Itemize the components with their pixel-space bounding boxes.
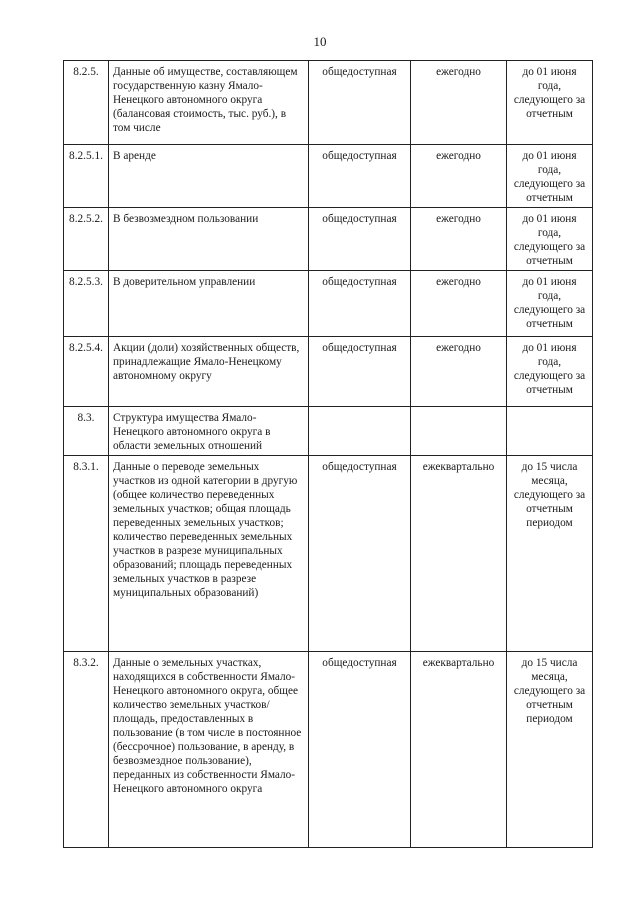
row-number: 8.3.1. bbox=[64, 456, 109, 652]
row-term: до 01 июня года, следующего за отчетным bbox=[507, 61, 593, 145]
row-period: ежегодно bbox=[411, 337, 507, 407]
page-number: 10 bbox=[313, 34, 327, 49]
row-name: В доверительном управлении bbox=[109, 271, 309, 337]
row-number: 8.3. bbox=[64, 407, 109, 456]
row-term: до 01 июня года, следующего за отчетным bbox=[507, 208, 593, 271]
table-row bbox=[64, 337, 593, 407]
table-row bbox=[64, 652, 593, 848]
row-term: до 01 июня года, следующего за отчетным bbox=[507, 337, 593, 407]
table-row bbox=[64, 407, 593, 456]
row-access: общедоступная bbox=[309, 456, 411, 652]
row-number: 8.2.5.3. bbox=[64, 271, 109, 337]
row-access bbox=[309, 407, 411, 456]
table-row bbox=[64, 61, 593, 145]
row-name: Данные о переводе земельных участков из одной категории в другую (общее количество переведенных земельных участков; общая площадь переведенных земельных участков; количество переведенных земельных участков в разрезе муниципальных образований; площадь переведенных земельных участков в разрезе муниципальных образований) bbox=[109, 456, 309, 652]
row-term: до 01 июня года, следующего за отчетным bbox=[507, 271, 593, 337]
row-period bbox=[411, 407, 507, 456]
row-period: ежегодно bbox=[411, 208, 507, 271]
row-name: В аренде bbox=[109, 145, 309, 208]
table-row bbox=[64, 271, 593, 337]
row-name: Данные об имуществе, составляющем государственную казну Ямало-Ненецкого автономного округа (балансовая стоимость, тыс. руб.), в том числе bbox=[109, 61, 309, 145]
row-term: до 15 числа месяца, следующего за отчетным периодом bbox=[507, 456, 593, 652]
row-number: 8.2.5.1. bbox=[64, 145, 109, 208]
data-table bbox=[63, 60, 593, 848]
row-name: Данные о земельных участках, находящихся в собственности Ямало-Ненецкого автономного округа, общее количество земельных участков/площадь, предоставленных в пользование (в том числе в постоянное (бессрочное) пользование, в аренду, в безвозмездное пользование), переданных из собственности Ямало-Ненецкого автономного округа bbox=[109, 652, 309, 848]
row-number: 8.2.5. bbox=[64, 61, 109, 145]
row-number: 8.2.5.4. bbox=[64, 337, 109, 407]
row-period: ежегодно bbox=[411, 145, 507, 208]
row-access: общедоступная bbox=[309, 271, 411, 337]
table-row bbox=[64, 208, 593, 271]
row-period: ежеквартально bbox=[411, 652, 507, 848]
row-number: 8.3.2. bbox=[64, 652, 109, 848]
row-access: общедоступная bbox=[309, 337, 411, 407]
row-name: В безвозмездном пользовании bbox=[109, 208, 309, 271]
row-access: общедоступная bbox=[309, 208, 411, 271]
row-name: Акции (доли) хозяйственных обществ, принадлежащие Ямало-Ненецкому автономному округу bbox=[109, 337, 309, 407]
row-term: до 01 июня года, следующего за отчетным bbox=[507, 145, 593, 208]
row-access: общедоступная bbox=[309, 652, 411, 848]
table-row bbox=[64, 145, 593, 208]
row-access: общедоступная bbox=[309, 61, 411, 145]
row-name: Структура имущества Ямало-Ненецкого автономного округа в области земельных отношений bbox=[109, 407, 309, 456]
row-period: ежегодно bbox=[411, 61, 507, 145]
row-number: 8.2.5.2. bbox=[64, 208, 109, 271]
row-term bbox=[507, 407, 593, 456]
row-term: до 15 числа месяца, следующего за отчетным периодом bbox=[507, 652, 593, 848]
row-period: ежеквартально bbox=[411, 456, 507, 652]
row-access: общедоступная bbox=[309, 145, 411, 208]
row-period: ежегодно bbox=[411, 271, 507, 337]
table-row bbox=[64, 456, 593, 652]
